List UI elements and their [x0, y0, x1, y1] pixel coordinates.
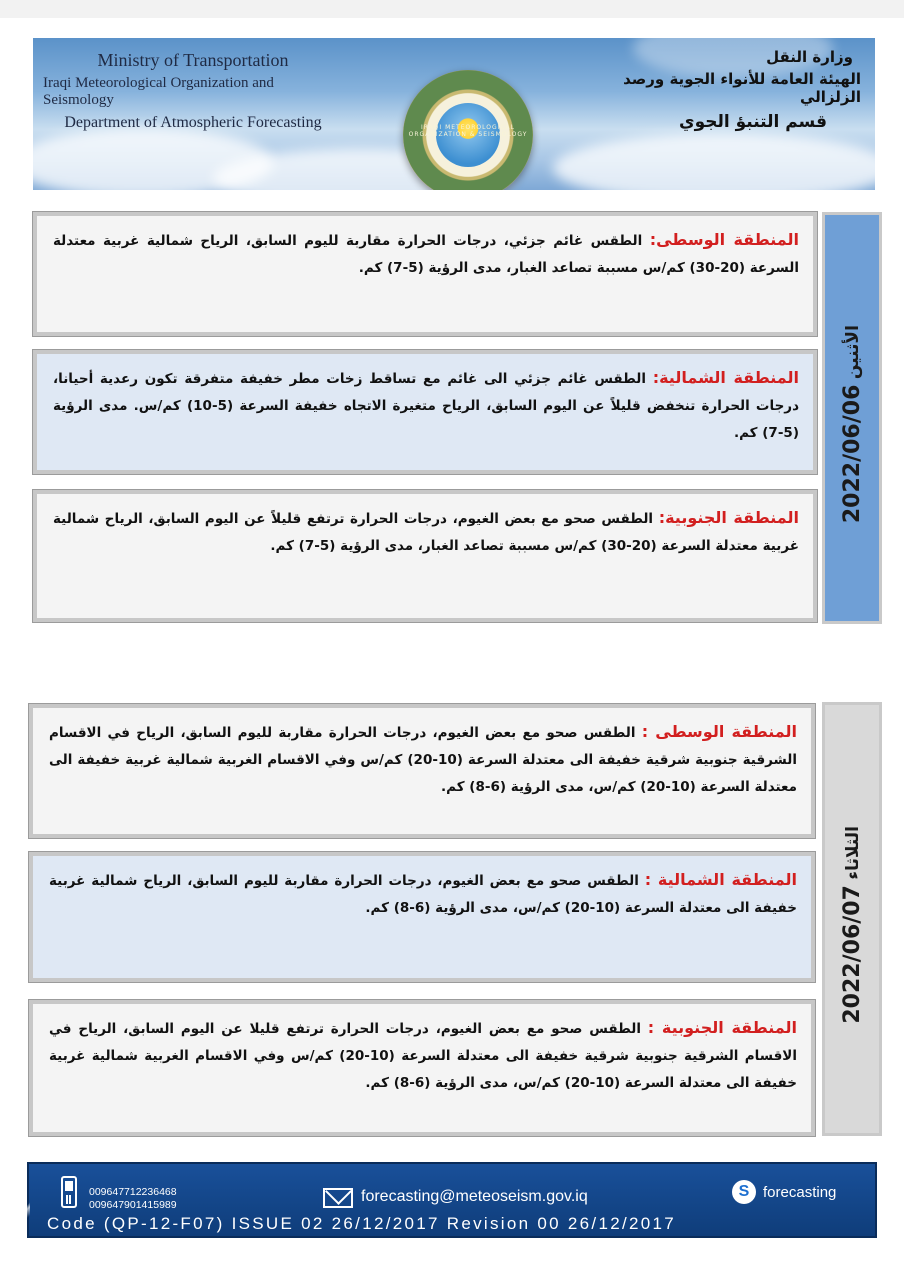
region-name: المنطقة الشمالية: [652, 368, 799, 387]
region-box-central [29, 704, 815, 838]
region-box-north [29, 852, 815, 982]
ministry-name-ar: وزارة النقل [766, 48, 853, 66]
department-name-ar: قسم التنبؤ الجوي [679, 112, 827, 132]
region-text: الطقس غائم جزئي الى غائم مع تساقط زخات مطر خفيفة متفرقة تكون رعدية أحيانا، درجات الحرارة تنخفض قليلاً عن اليوم السابق، الرياح متغيرة الاتجاه خفيفة السرعة (5-10) كم/س. مدى الرؤية (5-7) كم. [53, 371, 800, 441]
phone-number-2[interactable]: 009647901415989 [89, 1199, 177, 1211]
header-arabic [601, 48, 861, 132]
date-label: 2022/06/07 [839, 885, 865, 1024]
organization-name-en: Iraqi Meteorological Organization and Seismology [43, 75, 274, 108]
organization-name-ar: الهيئة العامة للأنواء الجوية ورصد الزلزالي [623, 70, 861, 106]
region-text: الطقس غائم جزئي، درجات الحرارة مقاربة لليوم السابق، الرياح شمالية غربية معتدلة السرعة (20-30) كم/س مسببة تصاعد الغبار، مدى الرؤية (5-7) كم. [53, 233, 799, 276]
region-text: الطقس صحو مع بعض الغيوم، درجات الحرارة ترتفع قليلا عن اليوم السابق، الرياح في الاقسام الشرقية جنوبية شرقية خفيفة الى معتدلة السرعة (10-20) كم/س وفي الاقسام الغربية شمالية غربية خفيفة الى معتدلة السرعة (10-20) كم/س، مدى الرؤية (6-8) كم. [49, 1021, 797, 1091]
document-code: Code (QP-12-F07) ISSUE 02 26/12/2017 Revision 00 26/12/2017 [47, 1214, 677, 1233]
region-name: المنطقة الجنوبية : [647, 1018, 798, 1037]
email-link[interactable]: forecasting@meteoseism.gov.iq [361, 1188, 588, 1205]
region-name: المنطقة الوسطى : [641, 722, 798, 741]
region-box-south [29, 1000, 815, 1136]
header-banner [33, 38, 875, 190]
logo-ring-text: IRAQI METEOROLOGICAL ORGANIZATION & SEISMOLOGY [408, 124, 528, 138]
ministry-name-en: Ministry of Transportation [97, 50, 289, 70]
top-strip [0, 0, 904, 18]
region-text: الطقس صحو مع بعض الغيوم، درجات الحرارة مقاربة لليوم السابق، الرياح شمالية غربية خفيفة الى معتدلة السرعة (10-20) كم/س، مدى الرؤية (6-8) كم. [49, 873, 797, 916]
region-name: المنطقة الوسطى: [649, 230, 800, 249]
region-text: الطقس صحو مع بعض الغيوم، درجات الحرارة ترتفع قليلاً عن اليوم السابق، الرياح شمالية غربية معتدلة السرعة (20-30) كم/س مسببة تصاعد الغبار، مدى الرؤية (5-7) كم. [53, 511, 799, 554]
contact-footer [27, 1162, 877, 1238]
day-name: الأثنين [842, 324, 863, 379]
skype-handle[interactable]: forecasting [763, 1184, 837, 1201]
region-text: الطقس صحو مع بعض الغيوم، درجات الحرارة مقاربة لليوم السابق، الرياح في الاقسام الشرقية جنوبية شرقية خفيفة الى معتدلة السرعة (10-20) كم/س وفي الاقسام الغربية شمالية غربية خفيفة الى معتدلة السرعة (10-20) كم/س، مدى الرؤية (6-8) كم. [49, 725, 797, 795]
phone-icon [61, 1176, 77, 1208]
phone-numbers [89, 1186, 177, 1212]
region-box-central [33, 212, 817, 336]
mail-icon [323, 1188, 353, 1208]
region-box-south [33, 490, 817, 622]
date-label: 2022/06/06 [839, 384, 865, 524]
corner-watermark [0, 1196, 30, 1256]
organization-logo [403, 70, 533, 190]
header-english [43, 50, 343, 132]
date-tab [822, 212, 882, 624]
phone-number-1[interactable]: 009647712236468 [89, 1186, 177, 1198]
region-name: المنطقة الجنوبية: [658, 508, 799, 527]
date-tab [822, 702, 882, 1136]
day-name: الثلاثاء [842, 826, 863, 880]
department-name-en: Department of Atmospheric Forecasting [64, 114, 322, 131]
skype-icon: S [732, 1180, 756, 1204]
region-name: المنطقة الشمالية : [644, 870, 797, 889]
region-box-north [33, 350, 817, 474]
